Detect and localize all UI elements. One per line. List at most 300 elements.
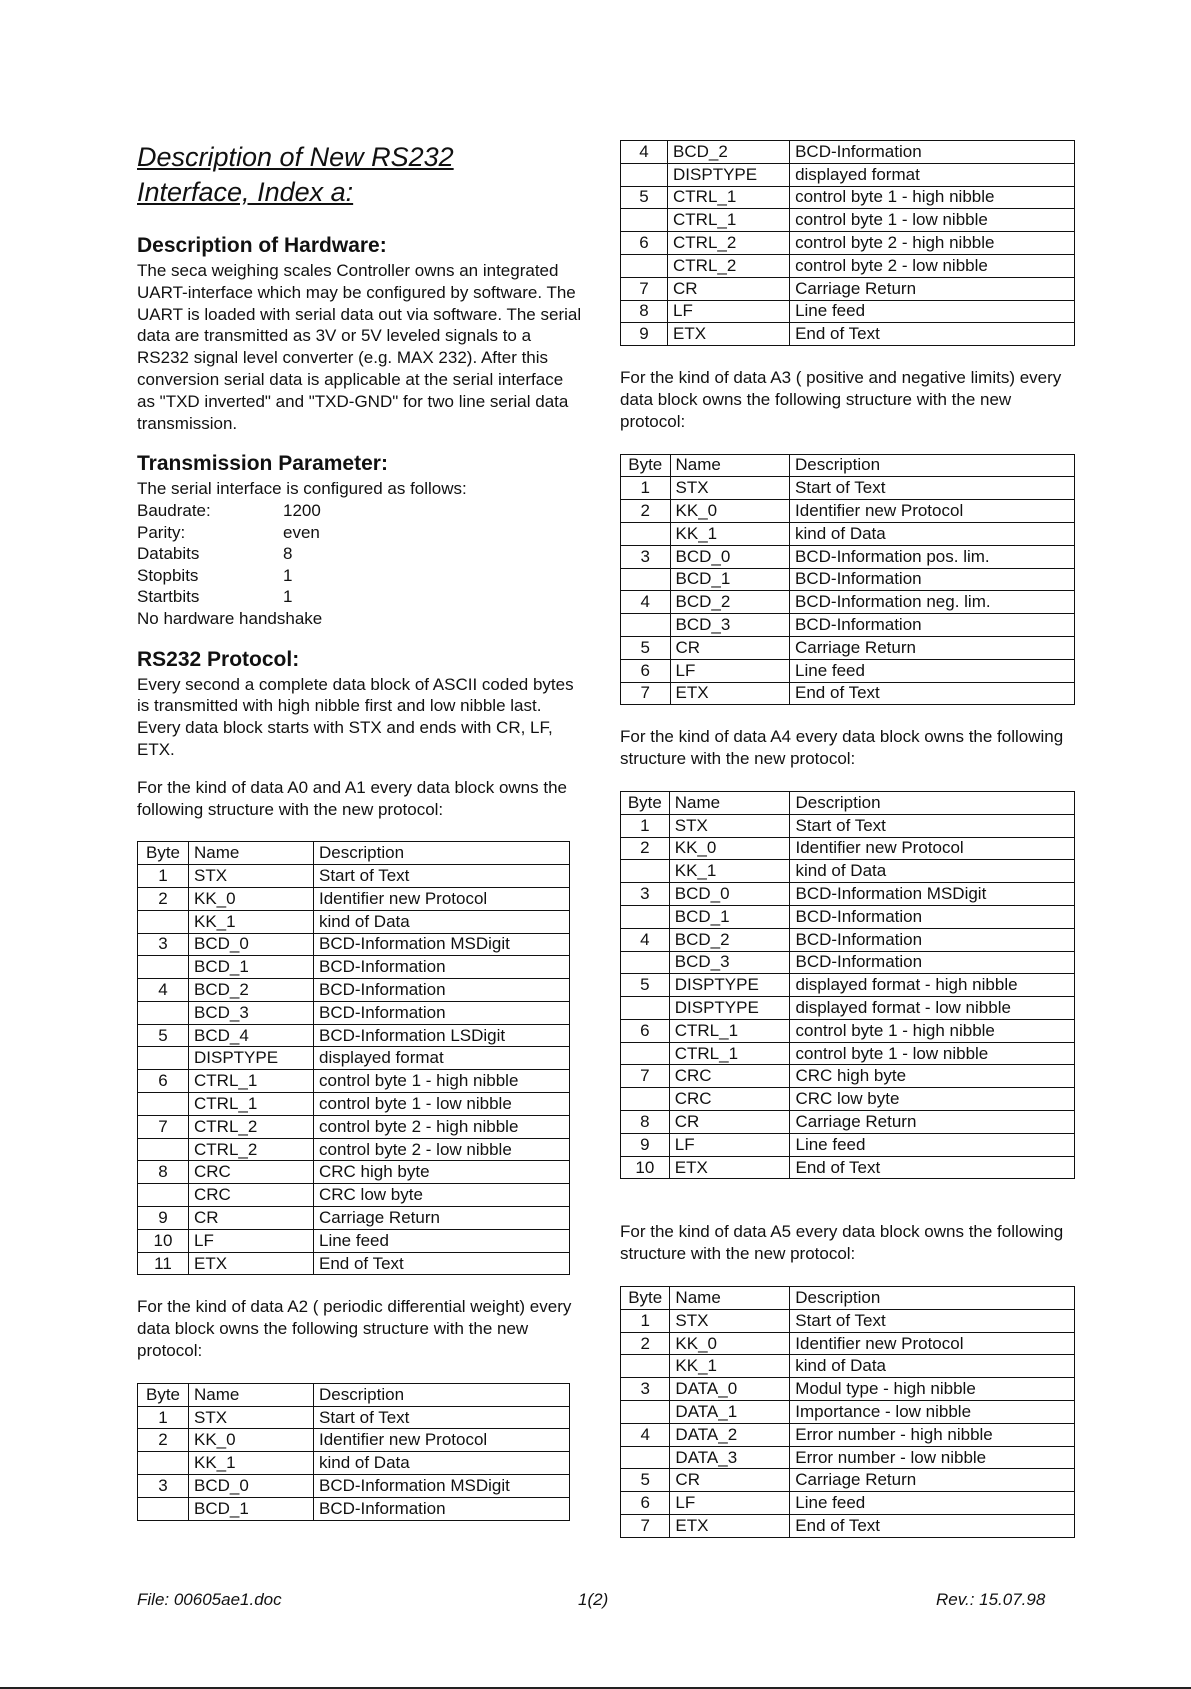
byte-cell: 1 xyxy=(621,1309,670,1332)
byte-cell xyxy=(138,1497,189,1520)
name-cell: BCD_1 xyxy=(189,1497,314,1520)
table-row xyxy=(621,232,1075,255)
description-cell: Description xyxy=(790,1287,1075,1310)
table-row xyxy=(138,887,570,910)
description-cell: Identifier new Protocol xyxy=(790,500,1075,523)
byte-cell: Byte xyxy=(621,1287,670,1310)
param-key: Parity: xyxy=(137,522,186,542)
name-cell: ETX xyxy=(670,682,790,705)
description-cell: Carriage Return xyxy=(790,636,1075,659)
param-value: 1200 xyxy=(283,500,321,520)
byte-cell: 7 xyxy=(621,1065,670,1088)
protocol-heading: RS232 Protocol: xyxy=(137,647,300,671)
table-row xyxy=(621,1088,1075,1111)
table-row xyxy=(138,1024,570,1047)
description-cell: Start of Text xyxy=(790,477,1075,500)
description-cell: BCD-Information xyxy=(314,1001,570,1024)
name-cell: BCD_2 xyxy=(668,141,790,164)
byte-cell: 3 xyxy=(621,883,670,906)
name-cell: DATA_0 xyxy=(670,1378,790,1401)
description-cell: BCD-Information xyxy=(790,568,1075,591)
description-cell: CRC low byte xyxy=(314,1184,570,1207)
description-cell: displayed format - low nibble xyxy=(790,997,1075,1020)
table-row xyxy=(138,1406,570,1429)
table-row xyxy=(621,254,1075,277)
param-value: even xyxy=(283,522,320,542)
param-value: 1 xyxy=(283,587,293,607)
description-cell: Identifier new Protocol xyxy=(314,1429,570,1452)
description-cell: End of Text xyxy=(790,1156,1075,1179)
param-key: Startbits xyxy=(137,587,200,607)
table-row xyxy=(621,951,1075,974)
table-row xyxy=(621,1042,1075,1065)
byte-cell: 4 xyxy=(621,1423,670,1446)
transmission-section xyxy=(137,450,582,629)
a0a1-table xyxy=(137,841,570,1275)
description-cell: Identifier new Protocol xyxy=(314,887,570,910)
byte-cell: 10 xyxy=(621,1156,670,1179)
name-cell: KK_0 xyxy=(189,887,314,910)
description-cell: control byte 2 - low nibble xyxy=(790,254,1075,277)
byte-cell xyxy=(621,614,671,637)
table-row xyxy=(138,1093,570,1116)
byte-cell: 6 xyxy=(621,1492,670,1515)
table-row xyxy=(138,1047,570,1070)
title-line-1: Description of New RS232 xyxy=(137,142,454,172)
byte-cell: 6 xyxy=(621,659,671,682)
table-row xyxy=(138,1161,570,1184)
name-cell: BCD_1 xyxy=(189,956,314,979)
name-cell: STX xyxy=(670,477,790,500)
description-cell: Identifier new Protocol xyxy=(790,837,1075,860)
name-cell: ETX xyxy=(670,1515,790,1538)
name-cell: CR xyxy=(670,1469,790,1492)
table-row xyxy=(621,814,1075,837)
name-cell: DATA_3 xyxy=(670,1446,790,1469)
description-cell: BCD-Information xyxy=(314,956,570,979)
byte-cell: 8 xyxy=(138,1161,189,1184)
param-value: 1 xyxy=(283,565,293,585)
name-cell: BCD_0 xyxy=(670,545,790,568)
name-cell: KK_0 xyxy=(670,500,790,523)
table-row xyxy=(138,865,570,888)
name-cell: Name xyxy=(189,1383,314,1406)
byte-cell: 5 xyxy=(621,186,668,209)
title-line-2: Interface, Index a: xyxy=(137,177,354,207)
transmission-heading: Transmission Parameter: xyxy=(137,452,388,476)
a2-table-continued xyxy=(620,140,1075,346)
byte-cell: 7 xyxy=(621,682,671,705)
name-cell: LF xyxy=(668,300,790,323)
description-cell: Start of Text xyxy=(314,1406,570,1429)
description-cell: BCD-Information xyxy=(314,979,570,1002)
name-cell: Name xyxy=(670,1287,790,1310)
byte-cell: 2 xyxy=(138,887,189,910)
table-row xyxy=(621,300,1075,323)
table-row xyxy=(621,1309,1075,1332)
table-row xyxy=(621,905,1075,928)
table-row xyxy=(621,659,1075,682)
a5-intro: For the kind of data A5 every data block owns the following structure with the new protocol: xyxy=(620,1222,1064,1264)
byte-cell: 2 xyxy=(621,837,670,860)
table-header-row xyxy=(621,1287,1075,1310)
byte-cell: 4 xyxy=(138,979,189,1002)
description-cell: End of Text xyxy=(790,682,1075,705)
description-cell: Line feed xyxy=(790,659,1075,682)
name-cell: STX xyxy=(189,1406,314,1429)
name-cell: KK_1 xyxy=(670,522,790,545)
name-cell: CTRL_1 xyxy=(668,186,790,209)
table-row xyxy=(138,1252,570,1275)
byte-cell: 5 xyxy=(621,974,670,997)
param-key: Stopbits xyxy=(137,565,199,585)
description-cell: Start of Text xyxy=(790,1309,1075,1332)
table-header-row xyxy=(621,141,1075,164)
description-cell: Description xyxy=(314,1383,570,1406)
description-cell: kind of Data xyxy=(790,860,1075,883)
byte-cell: 6 xyxy=(621,1019,670,1042)
table-row xyxy=(621,1111,1075,1134)
description-cell: control byte 2 - high nibble xyxy=(790,232,1075,255)
name-cell: DISPTYPE xyxy=(669,997,790,1020)
description-cell: Carriage Return xyxy=(790,1111,1075,1134)
byte-cell: 5 xyxy=(138,1024,189,1047)
table-header-row xyxy=(138,842,570,865)
byte-cell: 7 xyxy=(138,1115,189,1138)
name-cell: BCD_2 xyxy=(669,928,790,951)
a2-table xyxy=(137,1383,570,1521)
byte-cell: 5 xyxy=(621,636,671,659)
description-cell: control byte 1 - low nibble xyxy=(790,1042,1075,1065)
byte-cell: 4 xyxy=(621,141,668,164)
param-row xyxy=(137,565,582,587)
byte-cell: 9 xyxy=(621,323,668,346)
a4-table xyxy=(620,791,1075,1180)
table-row xyxy=(138,910,570,933)
table-row xyxy=(621,277,1075,300)
description-cell: kind of Data xyxy=(790,522,1075,545)
byte-cell xyxy=(621,1446,670,1469)
byte-cell: Byte xyxy=(138,842,189,865)
byte-cell xyxy=(138,1452,189,1475)
byte-cell xyxy=(138,956,189,979)
table-row xyxy=(621,682,1075,705)
table-row xyxy=(621,1492,1075,1515)
name-cell: CRC xyxy=(189,1184,314,1207)
table-row xyxy=(138,933,570,956)
byte-cell xyxy=(621,163,668,186)
table-header-row xyxy=(621,791,1075,814)
name-cell: BCD_0 xyxy=(189,933,314,956)
description-cell: BCD-Information MSDigit xyxy=(314,1475,570,1498)
byte-cell xyxy=(138,1001,189,1024)
name-cell: CTRL_1 xyxy=(189,1093,314,1116)
byte-cell: 6 xyxy=(138,1070,189,1093)
table-row xyxy=(621,1378,1075,1401)
footer-file: File: 00605ae1.doc xyxy=(137,1590,282,1609)
byte-cell: 9 xyxy=(138,1207,189,1230)
description-cell: Carriage Return xyxy=(790,1469,1075,1492)
description-cell: Carriage Return xyxy=(314,1207,570,1230)
description-cell: End of Text xyxy=(314,1252,570,1275)
a3-table xyxy=(620,454,1075,706)
table-row xyxy=(621,591,1075,614)
byte-cell: 1 xyxy=(621,814,670,837)
table-row xyxy=(621,568,1075,591)
table-row xyxy=(621,1446,1075,1469)
byte-cell xyxy=(621,1355,670,1378)
byte-cell: Byte xyxy=(621,791,670,814)
byte-cell xyxy=(138,1093,189,1116)
description-cell: Description xyxy=(790,454,1075,477)
table-row xyxy=(621,636,1075,659)
description-cell: Description xyxy=(790,791,1075,814)
description-cell: BCD-Information pos. lim. xyxy=(790,545,1075,568)
description-cell: Start of Text xyxy=(314,865,570,888)
table-row xyxy=(138,1115,570,1138)
table-row xyxy=(138,1429,570,1452)
byte-cell: Byte xyxy=(621,454,671,477)
name-cell: BCD_3 xyxy=(669,951,790,974)
description-cell: BCD-Information xyxy=(790,928,1075,951)
description-cell: displayed format xyxy=(314,1047,570,1070)
byte-cell: 10 xyxy=(138,1229,189,1252)
param-key: Baudrate: xyxy=(137,500,211,520)
name-cell: BCD_0 xyxy=(189,1475,314,1498)
name-cell: BCD_0 xyxy=(669,883,790,906)
name-cell: CR xyxy=(669,1111,790,1134)
table-row xyxy=(138,956,570,979)
table-row xyxy=(621,1469,1075,1492)
byte-cell xyxy=(621,1401,670,1424)
footer-rev: Rev.: 15.07.98 xyxy=(936,1590,1046,1609)
byte-cell: 5 xyxy=(621,1469,670,1492)
name-cell: ETX xyxy=(669,1156,790,1179)
table-row xyxy=(621,837,1075,860)
description-cell: control byte 2 - high nibble xyxy=(314,1115,570,1138)
byte-cell: 4 xyxy=(621,591,671,614)
byte-cell xyxy=(138,1184,189,1207)
param-row xyxy=(137,500,582,522)
description-cell: Line feed xyxy=(790,1133,1075,1156)
byte-cell: 11 xyxy=(138,1252,189,1275)
protocol-text: Every second a complete data block of ASCII coded bytes is transmitted with high nibble first and low nibble last. Every data block starts with STX and ends with CR, LF, ETX. xyxy=(137,674,574,759)
byte-cell: 3 xyxy=(138,933,189,956)
name-cell: KK_0 xyxy=(669,837,790,860)
table-row xyxy=(621,1133,1075,1156)
name-cell: CR xyxy=(189,1207,314,1230)
name-cell: DATA_2 xyxy=(670,1423,790,1446)
hardware-text: The seca weighing scales Controller owns an integrated UART-interface which may be configured by software. The UART is loaded with serial data out via software. The serial data are transmitted as 3V or 5V leveled signals to a RS232 signal level converter (e.g. MAX 232). After this conversion serial data is applicable at the serial interface as "TXD inverted" and "TXD-GND" for two line serial data transmission. xyxy=(137,261,582,433)
description-cell: BCD-Information xyxy=(790,614,1075,637)
description-cell: Description xyxy=(314,842,570,865)
description-cell: kind of Data xyxy=(314,1452,570,1475)
name-cell: BCD_3 xyxy=(670,614,790,637)
byte-cell xyxy=(621,860,670,883)
right-column xyxy=(620,140,1075,1538)
byte-cell: Byte xyxy=(138,1383,189,1406)
name-cell: KK_0 xyxy=(670,1332,790,1355)
name-cell: CRC xyxy=(669,1065,790,1088)
name-cell: CTRL_2 xyxy=(668,232,790,255)
description-cell: Line feed xyxy=(314,1229,570,1252)
description-cell: CRC low byte xyxy=(790,1088,1075,1111)
hardware-heading: Description of Hardware: xyxy=(137,234,387,257)
name-cell: BCD_1 xyxy=(670,568,790,591)
name-cell: STX xyxy=(670,1309,790,1332)
byte-cell xyxy=(621,522,671,545)
description-cell: kind of Data xyxy=(790,1355,1075,1378)
description-cell: control byte 1 - high nibble xyxy=(790,186,1075,209)
a5-table xyxy=(620,1286,1075,1538)
name-cell: CRC xyxy=(189,1161,314,1184)
param-row xyxy=(137,522,582,544)
table-row xyxy=(621,1515,1075,1538)
table-row xyxy=(138,1452,570,1475)
description-cell: control byte 1 - low nibble xyxy=(790,209,1075,232)
table-row xyxy=(138,1184,570,1207)
table-row xyxy=(621,928,1075,951)
table-row xyxy=(621,477,1075,500)
a2-intro: For the kind of data A2 ( periodic differential weight) every data block owns the following structure with the new protocol: xyxy=(137,1297,572,1361)
table-row xyxy=(621,323,1075,346)
description-cell: BCD-Information xyxy=(790,141,1075,164)
param-row xyxy=(137,543,582,565)
name-cell: CTRL_2 xyxy=(189,1115,314,1138)
description-cell: Error number - high nibble xyxy=(790,1423,1075,1446)
table-row xyxy=(138,1207,570,1230)
hardware-section xyxy=(137,232,582,434)
byte-cell: 1 xyxy=(138,865,189,888)
table-row xyxy=(621,186,1075,209)
description-cell: Importance - low nibble xyxy=(790,1401,1075,1424)
byte-cell xyxy=(621,254,668,277)
protocol-section xyxy=(137,646,582,761)
byte-cell xyxy=(621,905,670,928)
name-cell: BCD_2 xyxy=(189,979,314,1002)
table-row xyxy=(621,1019,1075,1042)
byte-cell: 3 xyxy=(621,1378,670,1401)
transmission-params xyxy=(137,478,582,629)
name-cell: DISPTYPE xyxy=(668,163,790,186)
table-row xyxy=(138,1475,570,1498)
description-cell: BCD-Information LSDigit xyxy=(314,1024,570,1047)
byte-cell xyxy=(621,209,668,232)
byte-cell xyxy=(621,997,670,1020)
byte-cell: 4 xyxy=(621,928,670,951)
name-cell: KK_1 xyxy=(189,910,314,933)
name-cell: BCD_4 xyxy=(189,1024,314,1047)
name-cell: KK_1 xyxy=(189,1452,314,1475)
description-cell: BCD-Information xyxy=(790,905,1075,928)
table-row xyxy=(621,1332,1075,1355)
description-cell: End of Text xyxy=(790,323,1075,346)
name-cell: CTRL_2 xyxy=(668,254,790,277)
name-cell: Name xyxy=(669,791,790,814)
table-header-row xyxy=(621,454,1075,477)
description-cell: BCD-Information MSDigit xyxy=(314,933,570,956)
table-row xyxy=(138,979,570,1002)
name-cell: KK_1 xyxy=(669,860,790,883)
byte-cell: 2 xyxy=(138,1429,189,1452)
table-row xyxy=(621,522,1075,545)
name-cell: BCD_1 xyxy=(669,905,790,928)
description-cell: Modul type - high nibble xyxy=(790,1378,1075,1401)
name-cell: KK_1 xyxy=(670,1355,790,1378)
name-cell: Name xyxy=(189,842,314,865)
table-row xyxy=(621,500,1075,523)
byte-cell: 7 xyxy=(621,1515,670,1538)
a4-intro: For the kind of data A4 every data block owns the following structure with the new protocol: xyxy=(620,727,1064,769)
byte-cell xyxy=(621,951,670,974)
byte-cell: 2 xyxy=(621,500,671,523)
description-cell: BCD-Information xyxy=(790,951,1075,974)
table-row xyxy=(621,163,1075,186)
table-row xyxy=(621,1423,1075,1446)
table-row xyxy=(621,209,1075,232)
a0a1-intro: For the kind of data A0 and A1 every data block owns the following structure with the new protocol: xyxy=(137,777,567,819)
table-row xyxy=(138,1001,570,1024)
description-cell: control byte 1 - high nibble xyxy=(790,1019,1075,1042)
table-row xyxy=(138,1138,570,1161)
transmission-intro: The serial interface is configured as follows: xyxy=(137,479,467,499)
table-row xyxy=(621,974,1075,997)
description-cell: displayed format xyxy=(790,163,1075,186)
a3-intro: For the kind of data A3 ( positive and negative limits) every data block owns the following structure with the new protocol: xyxy=(620,368,1062,431)
name-cell: LF xyxy=(670,659,790,682)
byte-cell xyxy=(138,1047,189,1070)
description-cell: control byte 1 - high nibble xyxy=(314,1070,570,1093)
name-cell: CTRL_1 xyxy=(668,209,790,232)
name-cell: CTRL_1 xyxy=(189,1070,314,1093)
name-cell: DISPTYPE xyxy=(669,974,790,997)
description-cell: control byte 2 - low nibble xyxy=(314,1138,570,1161)
description-cell: Line feed xyxy=(790,300,1075,323)
table-row xyxy=(621,1355,1075,1378)
byte-cell: 8 xyxy=(621,300,668,323)
left-column xyxy=(137,140,582,1521)
param-row xyxy=(137,586,582,608)
name-cell: KK_0 xyxy=(189,1429,314,1452)
description-cell: Identifier new Protocol xyxy=(790,1332,1075,1355)
description-cell: BCD-Information neg. lim. xyxy=(790,591,1075,614)
byte-cell: 2 xyxy=(621,1332,670,1355)
byte-cell: 9 xyxy=(621,1133,670,1156)
description-cell: BCD-Information MSDigit xyxy=(790,883,1075,906)
byte-cell xyxy=(138,1138,189,1161)
description-cell: CRC high byte xyxy=(790,1065,1075,1088)
name-cell: DISPTYPE xyxy=(189,1047,314,1070)
byte-cell: 3 xyxy=(621,545,671,568)
byte-cell: 8 xyxy=(621,1111,670,1134)
description-cell: Carriage Return xyxy=(790,277,1075,300)
table-row xyxy=(621,997,1075,1020)
document-title xyxy=(137,140,582,210)
footer-page: 1(2) xyxy=(578,1590,609,1609)
byte-cell xyxy=(621,1042,670,1065)
name-cell: CTRL_1 xyxy=(669,1042,790,1065)
name-cell: CR xyxy=(668,277,790,300)
name-cell: CR xyxy=(670,636,790,659)
table-row xyxy=(621,1156,1075,1179)
name-cell: BCD_3 xyxy=(189,1001,314,1024)
table-row xyxy=(621,1065,1075,1088)
table-row xyxy=(138,1070,570,1093)
param-value: 8 xyxy=(283,544,293,564)
name-cell: CTRL_2 xyxy=(189,1138,314,1161)
table-row xyxy=(138,1229,570,1252)
description-cell: displayed format - high nibble xyxy=(790,974,1075,997)
